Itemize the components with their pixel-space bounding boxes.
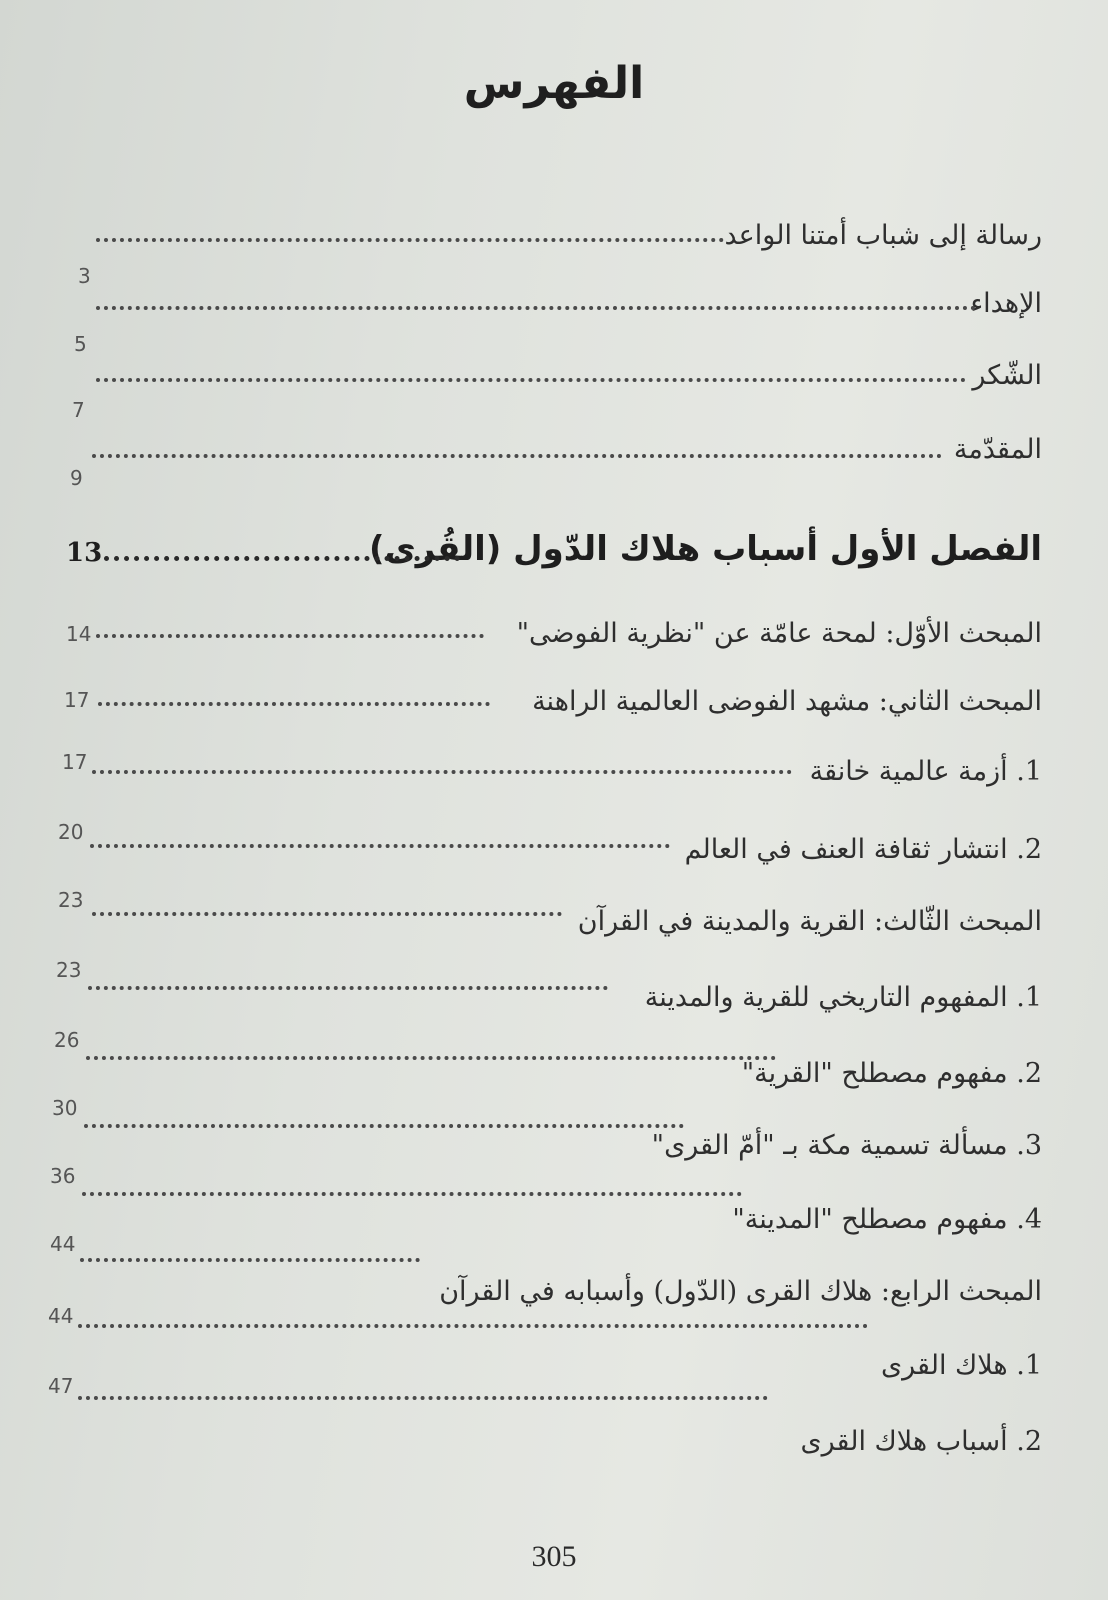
toc-entry-title: 3. مسألة تسمية مكة بـ "أمّ القرى"	[651, 1130, 1042, 1161]
dot-leader	[82, 1192, 742, 1196]
toc-entry-page: 14	[66, 622, 92, 646]
dot-leader	[78, 1396, 768, 1400]
toc-entry-title: 1. هلاك القرى	[881, 1350, 1042, 1381]
toc-entry-title: 2. مفهوم مصطلح "القرية"	[741, 1058, 1042, 1089]
toc-entry-title: الشّكر	[972, 360, 1042, 391]
toc-entry-title: 1. أزمة عالمية خانقة	[809, 756, 1042, 787]
toc-entry-page: 23	[56, 958, 82, 982]
toc-entry-title: 4. مفهوم مصطلح "المدينة"	[732, 1204, 1042, 1235]
dot-leader	[86, 1056, 776, 1060]
toc-entry-page: 9	[70, 466, 83, 490]
dot-leader	[88, 986, 608, 990]
toc-entry-page: 47	[48, 1374, 74, 1398]
toc-entry-page: 23	[58, 888, 84, 912]
toc-entry-page: 3	[78, 264, 91, 288]
toc-entry-title: المبحث الأوّل: لمحة عامّة عن "نظرية الفوضى"	[516, 618, 1042, 649]
toc-entry-title: المبحث الثاني: مشهد الفوضى العالمية الراهنة	[532, 686, 1042, 717]
toc-entry-page: 20	[58, 820, 84, 844]
dot-leader	[104, 556, 460, 561]
toc-entry-title: الإهداء	[970, 288, 1042, 319]
toc-entry-title: رسالة إلى شباب أمتنا الواعد	[724, 220, 1042, 251]
toc-entry-title: المبحث الرابع: هلاك القرى (الدّول) وأسبابه في القرآن	[439, 1276, 1042, 1307]
toc-entry-page: 26	[54, 1028, 80, 1052]
dot-leader	[90, 844, 670, 848]
toc-entry-page: 44	[50, 1232, 76, 1256]
toc-entry-page: 17	[62, 750, 88, 774]
dot-leader	[78, 1324, 868, 1328]
toc-entry-title: المقدّمة	[953, 434, 1042, 465]
toc-entry-page: 7	[72, 398, 85, 422]
dot-leader	[96, 634, 484, 638]
toc-entry-page: 30	[52, 1096, 78, 1120]
dot-leader	[84, 1124, 684, 1128]
dot-leader	[96, 378, 966, 382]
page-title: الفهرس	[463, 58, 645, 109]
dot-leader	[80, 1258, 420, 1262]
toc-entry-title: 2. أسباب هلاك القرى	[800, 1426, 1042, 1457]
chapter-page: 13	[66, 538, 103, 568]
dot-leader	[92, 770, 792, 774]
toc-entry-title: 2. انتشار ثقافة العنف في العالم	[684, 834, 1042, 865]
toc-entry-title: المبحث الثّالث: القرية والمدينة في القرآن	[577, 906, 1042, 937]
dot-leader	[96, 306, 976, 310]
page-number: 305	[531, 1540, 577, 1573]
dot-leader	[92, 912, 562, 916]
dot-leader	[96, 238, 724, 242]
dot-leader	[98, 702, 490, 706]
toc-entry-page: 17	[64, 688, 90, 712]
toc-entry-page: 5	[74, 332, 87, 356]
chapter-title: الفصل الأول أسباب هلاك الدّول (القُرى)	[369, 529, 1042, 569]
toc-entry-title: 1. المفهوم التاريخي للقرية والمدينة	[644, 982, 1042, 1013]
toc-entry-page: 36	[50, 1164, 76, 1188]
toc-entry-page: 44	[48, 1304, 74, 1328]
dot-leader	[92, 454, 942, 458]
